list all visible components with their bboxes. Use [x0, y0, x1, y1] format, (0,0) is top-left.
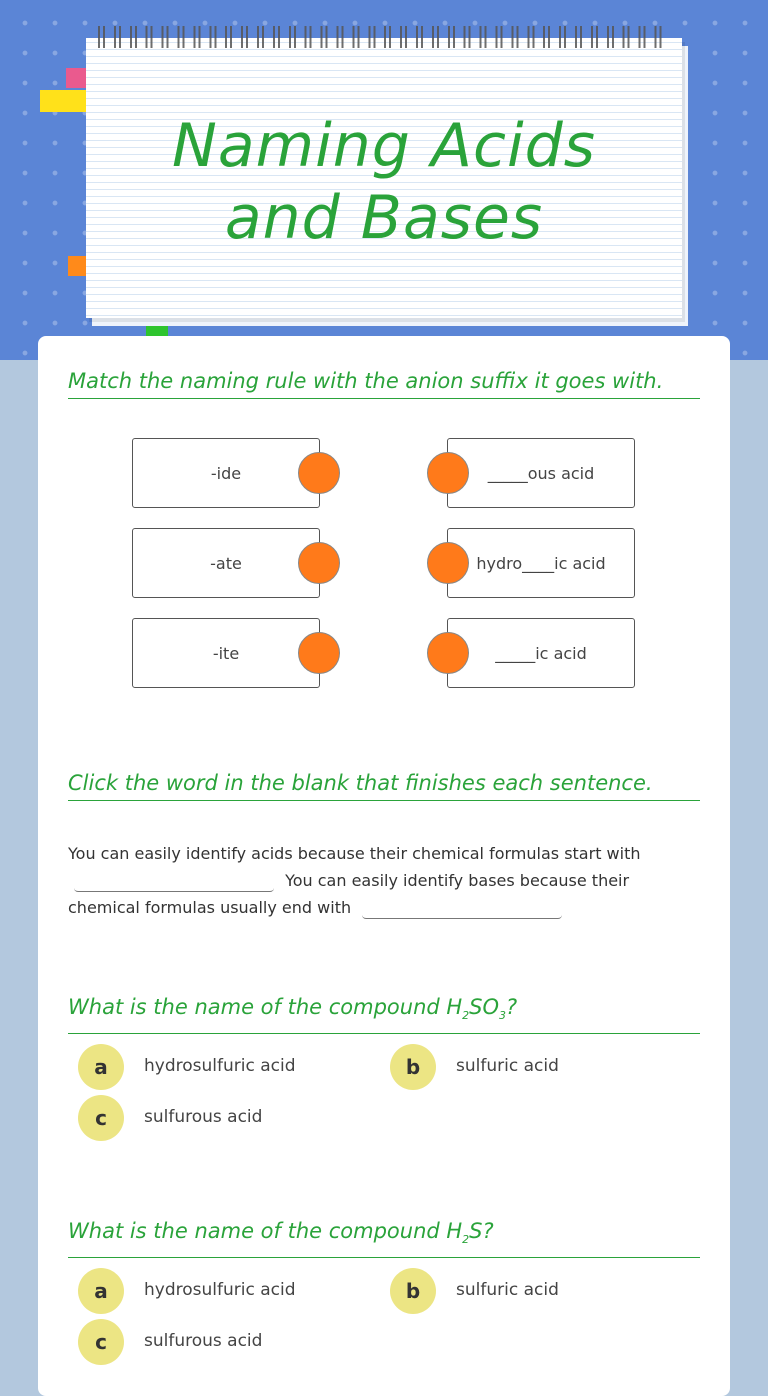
q3-option-c-bubble[interactable]: c	[78, 1095, 124, 1141]
match-left-3[interactable]	[132, 618, 320, 688]
q3-option-a-text[interactable]: hydrosulfuric acid	[144, 1056, 296, 1076]
q4-heading-pre: What is the name of the compound H	[68, 1219, 463, 1243]
worksheet-title	[86, 110, 682, 254]
q2-blank-1[interactable]	[74, 875, 274, 892]
q4-option-b-text[interactable]: sulfuric acid	[456, 1280, 559, 1300]
q4-option-a-text[interactable]: hydrosulfuric acid	[144, 1280, 296, 1300]
q4-option-b-bubble[interactable]: b	[390, 1268, 436, 1314]
title-notepad	[86, 38, 682, 318]
q4-heading-sub1: 2	[462, 1233, 470, 1247]
q3-option-b-text[interactable]: sulfuric acid	[456, 1056, 559, 1076]
q2-heading: Click the word in the blank that finishes each sentence.	[68, 770, 700, 801]
match-left-2[interactable]	[132, 528, 320, 598]
match-right-1-label: _____ous acid	[487, 463, 595, 483]
header-banner	[0, 0, 768, 360]
q2-paragraph	[68, 840, 678, 921]
q2-text-part2: You can easily identify bases because their chemical formulas usually end with	[68, 871, 630, 917]
match-right-3-dot[interactable]	[427, 632, 469, 674]
worksheet-card	[38, 336, 730, 1396]
title-line-2: and Bases	[224, 183, 544, 253]
q3-option-b-bubble[interactable]: b	[390, 1044, 436, 1090]
q4-heading	[68, 1218, 700, 1258]
yellow-tab	[40, 90, 88, 112]
q3-heading-pre: What is the name of the compound H	[68, 995, 463, 1019]
q4-heading-post: S?	[469, 1219, 494, 1243]
q3-heading	[68, 994, 700, 1034]
match-right-2-dot[interactable]	[427, 542, 469, 584]
pink-tab	[66, 68, 88, 88]
match-left-1[interactable]	[132, 438, 320, 508]
match-left-3-dot[interactable]	[298, 632, 340, 674]
q4-option-c-bubble[interactable]: c	[78, 1319, 124, 1365]
spiral-binding	[98, 26, 670, 48]
match-right-1-dot[interactable]	[427, 452, 469, 494]
match-right-1[interactable]	[447, 438, 635, 508]
match-left-1-label: -ide	[210, 463, 242, 483]
q4-option-c-text[interactable]: sulfurous acid	[144, 1331, 263, 1351]
match-right-2-label: hydro____ic acid	[476, 553, 606, 573]
q4-option-a-bubble[interactable]: a	[78, 1268, 124, 1314]
q2-blank-2[interactable]	[362, 902, 562, 919]
q3-heading-post: ?	[506, 995, 518, 1019]
q3-option-c-text[interactable]: sulfurous acid	[144, 1107, 263, 1127]
q2-text-part1: You can easily identify acids because their chemical formulas start with	[68, 844, 641, 863]
match-left-2-dot[interactable]	[298, 542, 340, 584]
q3-heading-sub1: 2	[462, 1009, 470, 1023]
green-tab	[146, 318, 168, 336]
match-right-2[interactable]	[447, 528, 635, 598]
match-left-2-label: -ate	[210, 553, 242, 573]
title-line-1: Naming Acids	[171, 111, 596, 181]
q3-heading-mid: SO	[469, 995, 500, 1019]
match-left-3-label: -ite	[212, 643, 240, 663]
q3-heading-sub2: 3	[499, 1009, 507, 1023]
orange-tab	[68, 256, 88, 276]
q1-heading: Match the naming rule with the anion suffix it goes with.	[68, 368, 700, 399]
match-right-3[interactable]	[447, 618, 635, 688]
match-right-3-label: _____ic acid	[495, 643, 587, 663]
match-left-1-dot[interactable]	[298, 452, 340, 494]
q3-option-a-bubble[interactable]: a	[78, 1044, 124, 1090]
